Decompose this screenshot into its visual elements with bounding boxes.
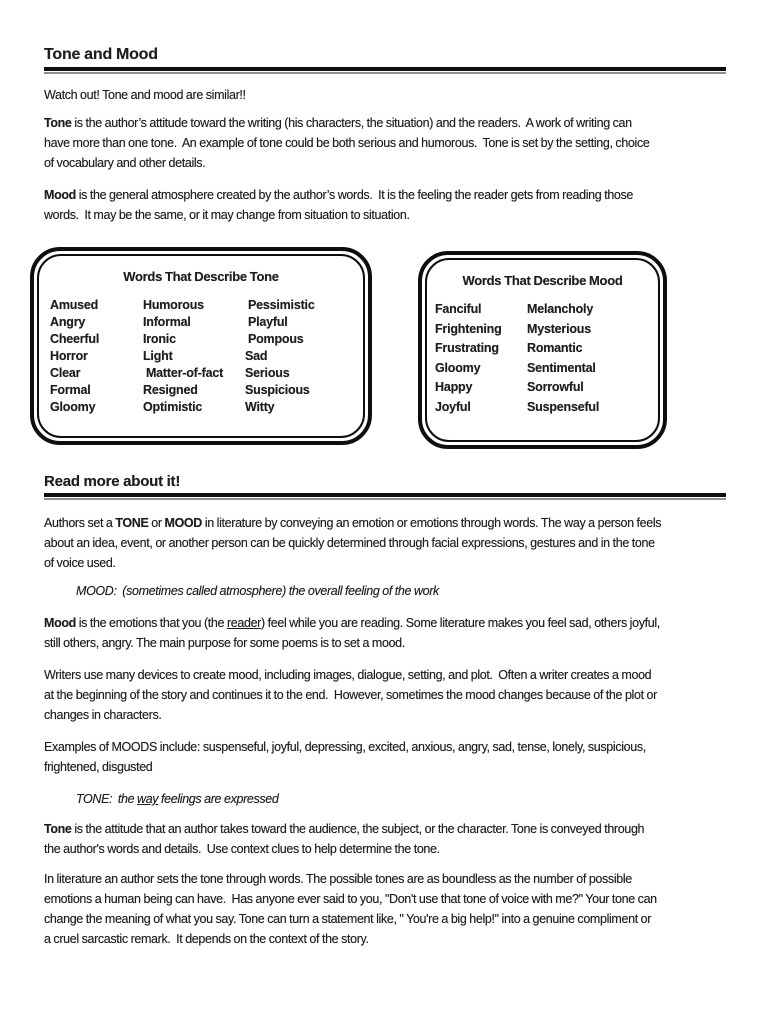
mood-box-columns: [427, 300, 658, 417]
tone-word: Gloomy: [50, 400, 96, 414]
in-literature-line: emotions a human being can have. Has anyone ever said to you, "Don't use that tone of voice with me?" Your tone can: [44, 892, 657, 906]
tone-word: Pessimistic: [245, 298, 315, 312]
tone-attitude-paragraph: [44, 819, 748, 859]
tone-def-line-1: is the author’s attitude toward the writing (his characters, the situation) and the readers. A work of writing can: [71, 116, 632, 130]
mood-word: Gloomy: [435, 360, 481, 375]
read-more-heading: Read more about it!: [44, 473, 181, 490]
way-underlined-word: way: [137, 792, 159, 806]
moods-examples-paragraph: [44, 737, 748, 777]
mood-word: Melancholy: [527, 302, 594, 316]
mood-reader-paragraph: [44, 613, 748, 653]
mood-word: Joyful: [435, 399, 471, 414]
mood-definition-paragraph: [44, 185, 748, 225]
tone-word: Serious: [245, 366, 290, 380]
authors-seg-2: or: [148, 516, 165, 530]
authors-seg-1: Authors set a: [44, 516, 116, 530]
tone-words-box: [30, 247, 372, 445]
tone-word: Ironic: [143, 332, 176, 346]
writers-line: at the beginning of the story and continues it to the end. However, sometimes the mood changes because of the plot or: [44, 688, 657, 702]
mood-words-box: [418, 251, 667, 449]
reader-underlined-word: reader: [226, 616, 261, 630]
mood-word: Happy: [435, 380, 473, 394]
tone-word: Matter-of-fact: [143, 366, 224, 380]
tone-attitude-line-2: the author's words and details. Use context clues to help determine the tone.: [44, 842, 440, 856]
tone-word: Humorous: [143, 298, 204, 312]
tone-word: Informal: [143, 315, 191, 329]
authors-paragraph: [44, 513, 748, 573]
tone-attitude-lead: Tone: [44, 822, 72, 836]
writers-line: Writers use many devices to create mood, including images, dialogue, setting, and plot. Often a writer creates a mood: [44, 668, 652, 682]
authors-bold-tone: TONE: [115, 516, 149, 530]
authors-seg-3: in literature by conveying an emotion or emotions through words. The way a person feels: [202, 516, 662, 530]
tone-box-title: Words That Describe Tone: [123, 269, 279, 284]
tone-word: Angry: [50, 315, 86, 329]
tone-way-seg-1: TONE: the: [76, 792, 138, 806]
intro-warning: Watch out! Tone and mood are similar!!: [44, 88, 246, 102]
mood-def-line-2: words. It may be the same, or it may change from situation to situation.: [44, 208, 410, 222]
read-more-rule: [44, 493, 726, 500]
tone-way-line: [44, 789, 748, 809]
mood-word: Frightening: [435, 321, 502, 336]
tone-def-line-2: have more than one tone. An example of tone could be both serious and humorous. Tone is set by the setting, choice: [44, 136, 650, 150]
in-literature-line: In literature an author sets the tone through words. The possible tones are as boundless as the number of possible: [44, 872, 632, 886]
writers-line: changes in characters.: [44, 708, 162, 722]
authors-line-2: about an idea, event, or another person can be quickly determined through facial expressions, gestures and in the tone: [44, 536, 655, 550]
mood-word: Sentimental: [527, 360, 596, 375]
mood-word: Romantic: [527, 341, 583, 355]
mood-reader-line-2: still others, angry. The main purpose for some poems is to set a mood.: [44, 636, 405, 650]
mood-word: Mysterious: [527, 321, 591, 336]
mood-word-column-1: [435, 300, 527, 417]
tone-word: Witty: [245, 400, 275, 414]
in-literature-line: change the meaning of what you say. Tone can turn a statement like, " You're a big help!" into a genuine compliment or: [44, 912, 652, 926]
tone-word: Amused: [50, 298, 99, 312]
authors-line-3: of voice used.: [44, 556, 116, 570]
mood-reader-lead: Mood: [44, 616, 76, 630]
tone-def-line-3: of vocabulary and other details.: [44, 156, 206, 170]
mood-atmosphere-line: MOOD: (sometimes called atmosphere) the overall feeling of the work: [76, 584, 439, 598]
examples-line: frightened, disgusted: [44, 760, 153, 774]
mood-box-title: Words That Describe Mood: [462, 273, 623, 288]
mood-word: Suspenseful: [527, 399, 600, 414]
tone-word: Suspicious: [245, 383, 310, 397]
page-title: Tone and Mood: [44, 46, 158, 63]
in-literature-paragraph: [44, 869, 748, 949]
examples-line: Examples of MOODS include: suspenseful, joyful, depressing, excited, anxious, angry, sad, tense, lonely, suspicious,: [44, 740, 646, 754]
tone-word: Optimistic: [143, 400, 203, 414]
mood-words-box-inner: [425, 258, 660, 442]
tone-word: Formal: [50, 383, 91, 397]
tone-lead-word: Tone: [44, 116, 72, 130]
tone-word: Resigned: [143, 383, 198, 397]
mood-word: Frustrating: [435, 341, 499, 355]
title-rule: [44, 67, 726, 74]
tone-way-seg-2: feelings are expressed: [158, 792, 279, 806]
in-literature-line: a cruel sarcastic remark. It depends on the context of the story.: [44, 932, 369, 946]
tone-word-column-1: [50, 297, 143, 416]
mood-word-column-2: [527, 300, 599, 417]
tone-word-column-2: [143, 297, 245, 416]
tone-word: Playful: [245, 315, 288, 329]
tone-word: Horror: [50, 349, 88, 363]
word-boxes-row: [30, 247, 748, 449]
mood-reader-seg-1: is the emotions that you (the: [75, 616, 227, 630]
tone-word: Light: [143, 349, 173, 363]
tone-box-columns: [39, 297, 363, 416]
tone-word: Cheerful: [50, 332, 100, 346]
mood-def-line-1: is the general atmosphere created by the author’s words. It is the feeling the reader gets from reading those: [75, 188, 634, 202]
tone-words-box-inner: [37, 254, 365, 438]
tone-word-column-3: [245, 297, 315, 416]
mood-word: Sorrowful: [527, 380, 584, 394]
tone-definition-paragraph: [44, 113, 748, 173]
tone-word: Sad: [245, 349, 268, 363]
tone-word: Clear: [50, 366, 81, 380]
mood-lead-word: Mood: [44, 188, 76, 202]
writers-devices-paragraph: [44, 665, 748, 725]
authors-bold-mood: MOOD: [164, 516, 202, 530]
tone-attitude-line-1: is the attitude that an author takes toward the audience, the subject, or the character. Tone is conveyed through: [71, 822, 645, 836]
tone-word: Pompous: [245, 332, 304, 346]
mood-reader-seg-2: ) feel while you are reading. Some literature makes you feel sad, others joyful,: [261, 616, 660, 630]
mood-word: Fanciful: [435, 302, 482, 316]
